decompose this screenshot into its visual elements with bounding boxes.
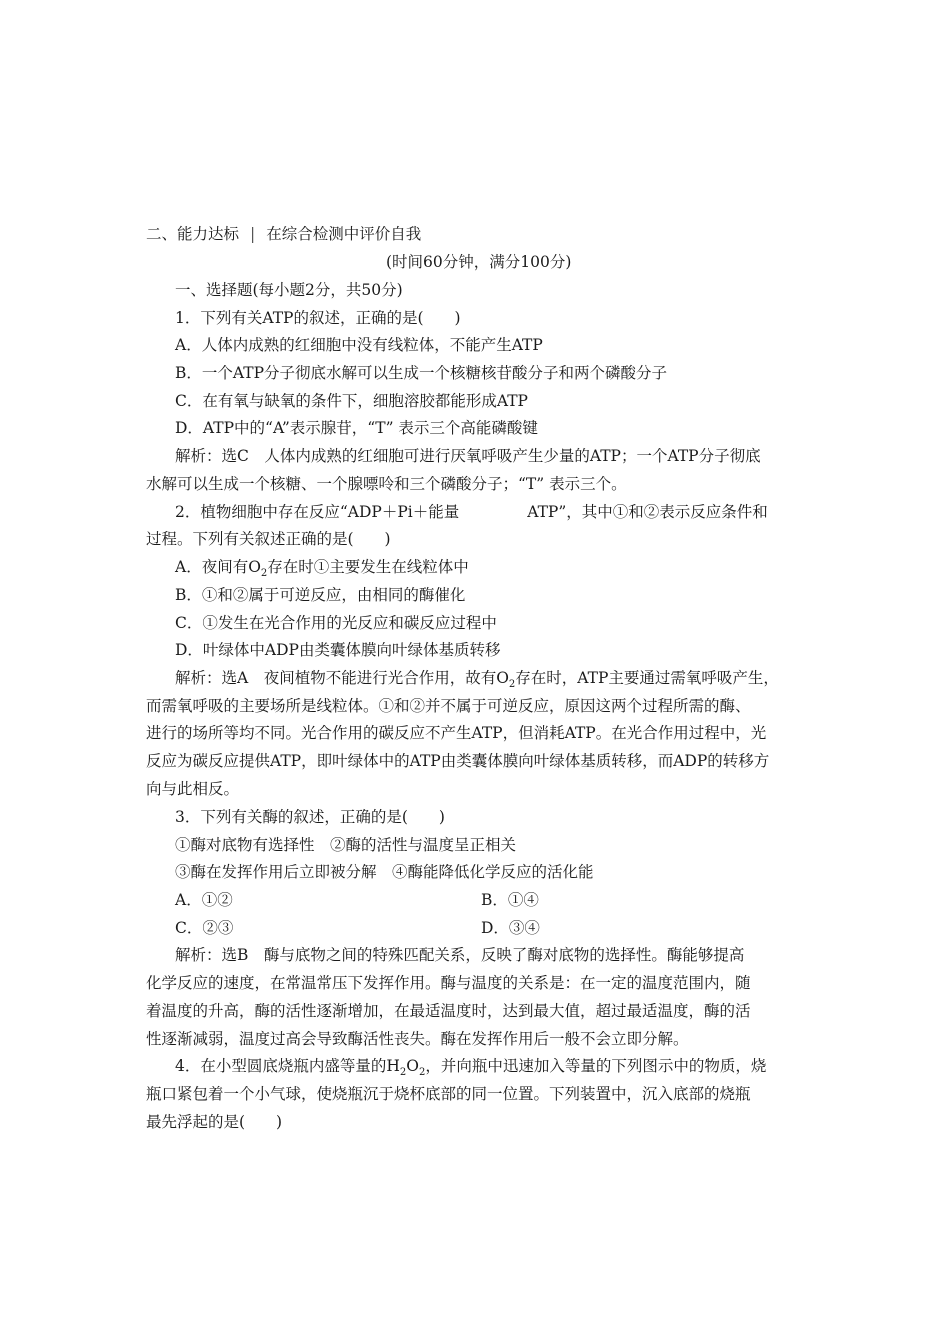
q3-analysis-line1: 解析：选B 酶与底物之间的特殊匹配关系，反映了酶对底物的选择性。酶能够提高 xyxy=(175,946,745,964)
q3-analysis-line2: 化学反应的速度，在常温常压下发挥作用。酶与温度的关系是：在一定的温度范围内，随 xyxy=(146,974,751,992)
time-note: (时间60分钟，满分100分) xyxy=(386,253,572,271)
q3-option-b: B．①④ xyxy=(481,891,539,909)
q3-statements-2: ③酶在发挥作用后立即被分解 ④酶能降低化学反应的活化能 xyxy=(175,863,594,881)
q1-analysis-line1: 解析：选C 人体内成熟的红细胞可进行厌氧呼吸产生少量的ATP；一个ATP分子彻底 xyxy=(175,447,761,465)
q2-option-d: D．叶绿体中ADP由类囊体膜向叶绿体基质转移 xyxy=(175,641,501,659)
q2-analysis-line1: 解析：选A 夜间植物不能进行光合作用，故有$O_2$存在时，ATP主要通过需氧呼吸产生， xyxy=(175,669,779,691)
q2-stem-line2: 过程。下列有关叙述正确的是( ) xyxy=(146,530,391,548)
section-subtitle: 在综合检测中评价自我 xyxy=(266,225,422,243)
q3-stem: 3．下列有关酶的叙述，正确的是( ) xyxy=(175,808,445,826)
q1-option-c: C．在有氧与缺氧的条件下，细胞溶胶都能形成ATP xyxy=(175,392,528,410)
section-title: 二、能力达标 xyxy=(146,225,240,243)
q3-option-c: C．②③ xyxy=(175,919,234,937)
q4-stem-line1: 4．在小型圆底烧瓶内盛等量的$H_2O_2$，并向瓶中迅速加入等量的下列图示中的物质，烧 xyxy=(175,1057,767,1079)
q1-option-b: B．一个ATP分子彻底水解可以生成一个核糖核苷酸分子和两个磷酸分子 xyxy=(175,364,668,382)
q1-option-d: D．ATP中的“A”表示腺苷，“T” 表示三个高能磷酸键 xyxy=(175,419,538,437)
q2-stem-part2: ATP”，其中①和②表示反应条件和 xyxy=(527,503,768,521)
q3-option-a: A．①② xyxy=(175,891,233,909)
q2-stem-line1 xyxy=(0,502,950,522)
section-header xyxy=(0,224,950,244)
q2-option-b: B．①和②属于可逆反应，由相同的酶催化 xyxy=(175,586,466,604)
q2-analysis-line5: 向与此相反。 xyxy=(146,780,240,798)
q1-option-a: A．人体内成熟的红细胞中没有线粒体，不能产生ATP xyxy=(175,336,543,354)
part-title: 一、选择题(每小题2分，共50分) xyxy=(175,281,403,299)
q4-stem-line2: 瓶口紧包着一个小气球，使烧瓶沉于烧杯底部的同一位置。下列装置中，沉入底部的烧瓶 xyxy=(146,1085,751,1103)
q1-stem: 1．下列有关ATP的叙述，正确的是( ) xyxy=(175,309,461,327)
q3-analysis-line4: 性逐渐减弱，温度过高会导致酶活性丧失。酶在发挥作用后一般不会立即分解。 xyxy=(146,1030,689,1048)
q4-stem-line3: 最先浮起的是( ) xyxy=(146,1113,283,1131)
q2-stem-part1: 2．植物细胞中存在反应“ADP＋Pi＋能量 xyxy=(175,503,460,521)
q2-analysis-line4: 反应为碳反应提供ATP，即叶绿体中的ATP由类囊体膜向叶绿体基质转移，而ADP的转移方 xyxy=(146,752,770,770)
q3-options-row2 xyxy=(0,918,950,938)
q3-option-d: D．③④ xyxy=(481,919,540,937)
header-divider: | xyxy=(250,225,256,243)
q3-statements-1: ①酶对底物有选择性 ②酶的活性与温度呈正相关 xyxy=(175,836,517,854)
q3-options-row1 xyxy=(0,890,950,910)
q2-analysis-line2: 而需氧呼吸的主要场所是线粒体。①和②并不属于可逆反应，原因这两个过程所需的酶、 xyxy=(146,697,751,715)
q1-analysis-line2: 水解可以生成一个核糖、一个腺嘌呤和三个磷酸分子；“T” 表示三个。 xyxy=(146,475,627,493)
q3-analysis-line3: 着温度的升高，酶的活性逐渐增加，在最适温度时，达到最大值，超过最适温度，酶的活 xyxy=(146,1002,751,1020)
q2-analysis-line3: 进行的场所等均不同。光合作用的碳反应不产生ATP，但消耗ATP。在光合作用过程中，光 xyxy=(146,724,767,742)
q2-option-a: A．夜间有$O_2$存在时①主要发生在线粒体中 xyxy=(175,558,469,580)
q2-option-c: C．①发生在光合作用的光反应和碳反应过程中 xyxy=(175,614,497,632)
